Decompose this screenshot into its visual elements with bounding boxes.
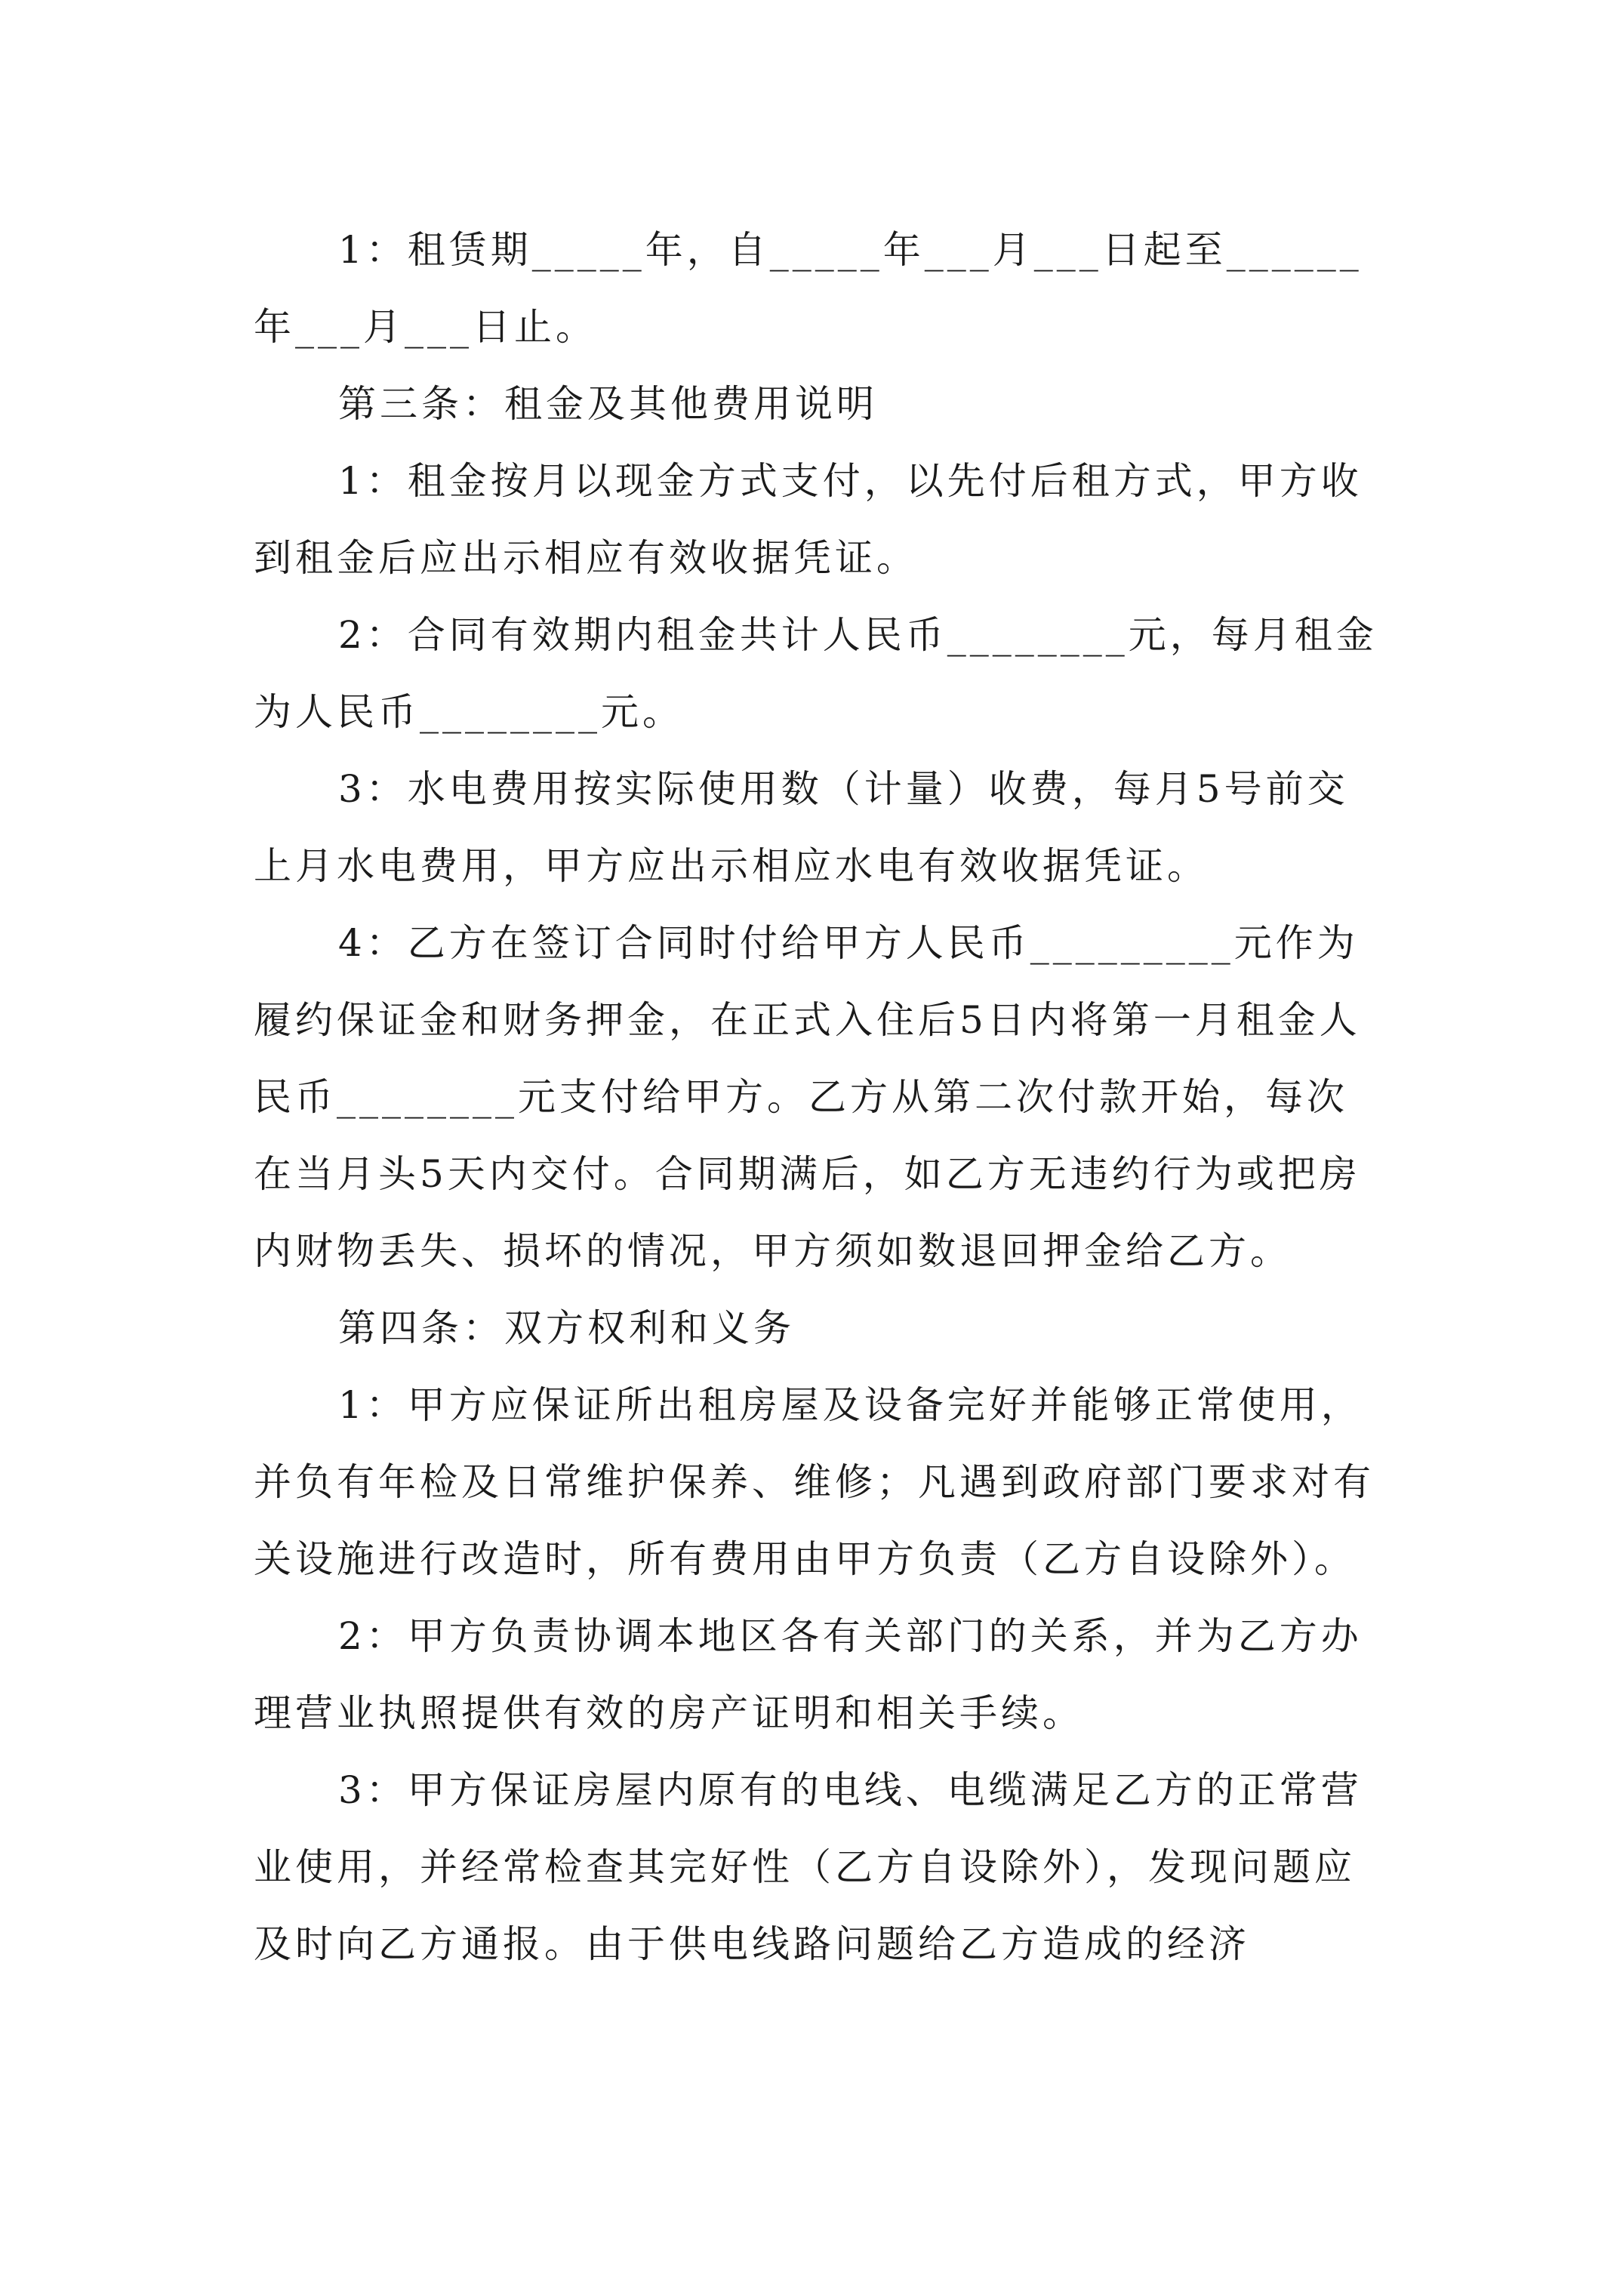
clause-utilities: 3：水电费用按实际使用数（计量）收费，每月5号前交上月水电费用，甲方应出示相应水电有效收据凭证。 (254, 767, 1349, 888)
clause-rent-total: 2：合同有效期内租金共计人民币________元，每月租金为人民币________元。 (254, 613, 1378, 734)
clause-landlord-coordination: 2：甲方负责协调本地区各有关部门的关系，并为乙方办理营业执照提供有效的房产证明和相关手续。 (254, 1614, 1363, 1735)
section-heading-article-3: 第三条：租金及其他费用说明 (338, 382, 878, 426)
clause-landlord-wiring: 3：甲方保证房屋内原有的电线、电缆满足乙方的正常营业使用，并经常检查其完好性（乙方自设除外），发现问题应及时向乙方通报。由于供电线路问题给乙方造成的经济 (254, 1768, 1363, 1966)
clause-landlord-maintenance: 1：甲方应保证所出租房屋及设备完好并能够正常使用，并负有年检及日常维护保养、维修；凡遇到政府部门要求对有关设施进行改造时，所有费用由甲方负责（乙方自设除外）。 (254, 1383, 1375, 1581)
document-body (254, 211, 1386, 1983)
clause-rent-payment: 1：租金按月以现金方式支付，以先付后租方式，甲方收到租金后应出示相应有效收据凭证。 (254, 459, 1363, 580)
section-heading-article-4: 第四条：双方权利和义务 (338, 1306, 795, 1350)
clause-deposit: 4：乙方在签订合同时付给甲方人民币_________元作为履约保证金和财务押金，在正式入住后5日内将第一月租金人民币________元支付给甲方。乙方从第二次付款开始，每次在当月头5天内交付。合同期满后，如乙方无违约行为或把房内财物丢失、损坏的情况，甲方须如数退回押金给乙方。 (254, 921, 1361, 1273)
clause-lease-term: 1：租赁期_____年，自_____年___月___日起至______年___月___日止。 (254, 228, 1363, 349)
